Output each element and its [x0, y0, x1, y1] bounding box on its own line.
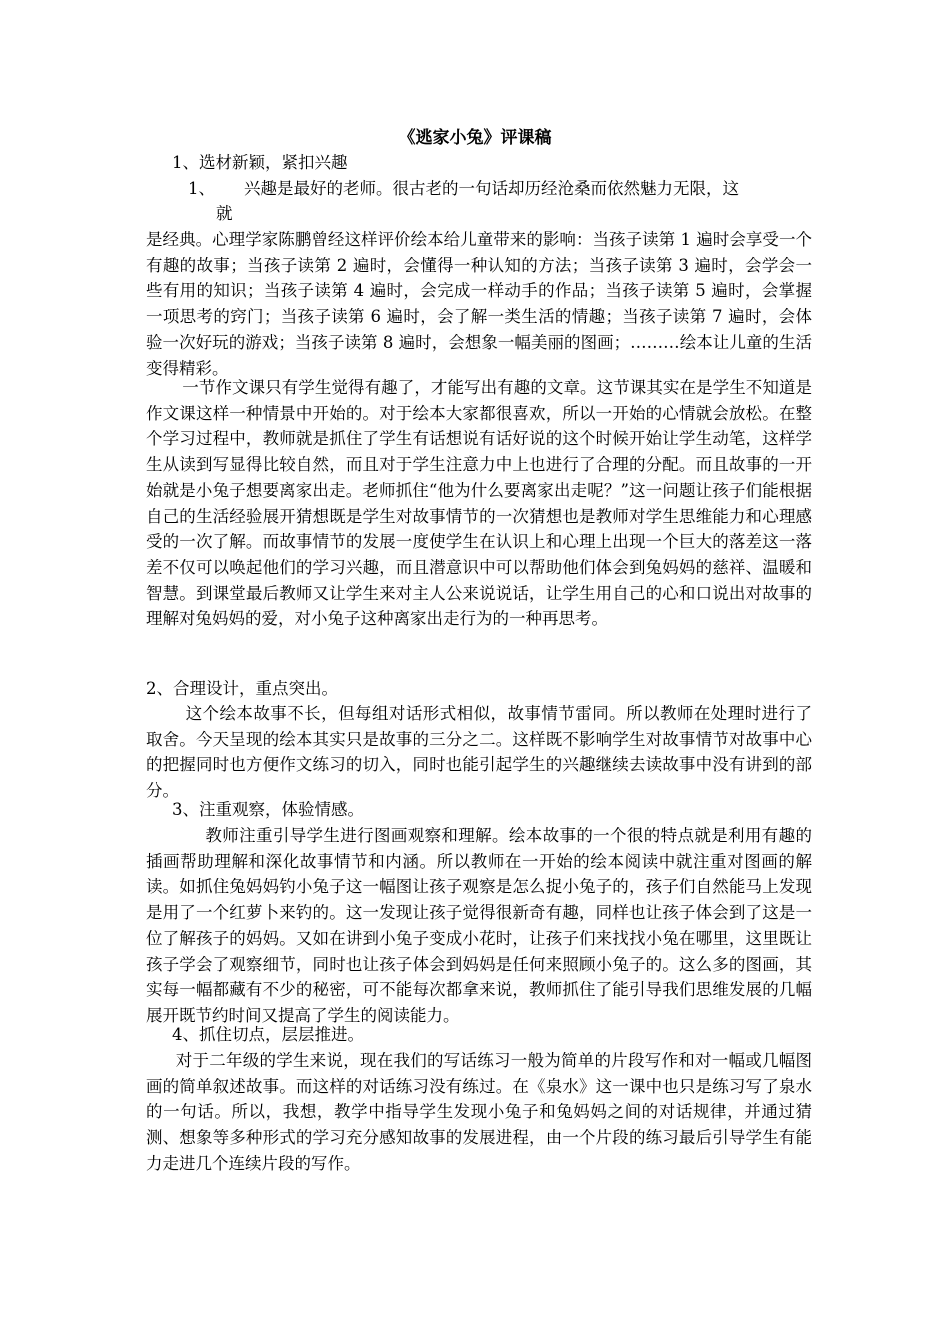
section-4-heading: 4、抓住切点，层层推进。 — [172, 1025, 364, 1044]
paragraph-1-number: 1、 — [188, 179, 215, 198]
paragraph-2: 一节作文课只有学生觉得有趣了，才能写出有趣的文章。这节课其实在是学生不知道是作文课这样一种情景中开始的。对于绘本大家都很喜欢，所以一开始的心情就会放松。在整个学习过程中，教师就是抓住了学生有话想说有话好说的这个时候开始让学生动笔，这样学生从读到写显得比较自然，而且对于学生注意力中上也进行了合理的分配。而且故事的一开始就是小兔子想要离家出走。老师抓住“他为什么要离家出走呢？”这一问题让孩子们能根据自己的生活经验展开猜想既是学生对故事情节的一次猜想也是教师对学生思维能力和心理感受的一次了解。而故事情节的发展一度使学生在认识上和心理上出现一个巨大的落差这一落差不仅可以唤起他们的学习兴趣，而且潜意识中可以帮助他们体会到兔妈妈的慈祥、温暖和智慧。到课堂最后教师又让学生来对主人公来说说话，让学生用自己的心和口说出对故事的理解对兔妈妈的爱，对小兔子这种离家出走行为的一种再思考。 — [146, 378, 812, 629]
paragraph-5: 对于二年级的学生来说，现在我们的写话练习一般为简单的片段写作和对一幅或几幅图画的简单叙述故事。而这样的对话练习没有练过。在《泉水》这一课中也只是练习写了泉水的一句话。所以，我想，教学中指导学生发现小兔子和兔妈妈之间的对话规律，并通过猜测、想象等多种形式的学习充分感知故事的发展进程，由一个片段的练习最后引导学生有能力走进几个连续片段的写作。 — [146, 1051, 812, 1173]
document-title: 《逃家小兔》评课稿 — [398, 128, 552, 148]
paragraph-1-body: 是经典。心理学家陈鹏曾经这样评价绘本给儿童带来的影响：当孩子读第 1 遍时会享受一个有趣的故事；当孩子读第 2 遍时，会懂得一种认知的方法；当孩子读第 3 遍时，会学会一些有用的知识；当孩子读第 4 遍时，会完成一样动手的作品；当孩子读第 5 遍时，会掌握一项思考的窍门；当孩子读第 6 遍时，会了解一类生活的情趣；当孩子读第 7 遍时，会体验一次好玩的游戏；当孩子读第 8 遍时，会想象一幅美丽的图画；………绘本让儿童的生活变得精彩。 — [146, 230, 812, 378]
paragraph-3: 这个绘本故事不长，但每组对话形式相似，故事情节雷同。所以教师在处理时进行了取舍。今天呈现的绘本其实只是故事的三分之二。这样既不影响学生对故事情节对故事中心的把握同时也方便作文练习的切入，同时也能引起学生的兴趣继续去读故事中没有讲到的部分。 — [146, 704, 812, 801]
paragraph-1-wrap-char: 就 — [216, 204, 233, 223]
section-2-heading: 2、合理设计，重点突出。 — [146, 679, 338, 698]
section-1-heading: 1、选材新颖，紧扣兴趣 — [172, 153, 348, 172]
paragraph-1-first-line: 兴趣是最好的老师。很古老的一句话却历经沧桑而依然魅力无限，这 — [244, 179, 739, 198]
section-3-heading: 3、注重观察，体验情感。 — [172, 800, 364, 819]
paragraph-4: 教师注重引导学生进行图画观察和理解。绘本故事的一个很的特点就是利用有趣的插画帮助理解和深化故事情节和内涵。所以教师在一开始的绘本阅读中就注重对图画的解读。如抓住兔妈妈钓小兔子这一幅图让孩子观察是怎么捉小兔子的，孩子们自然能马上发现是用了一个红萝卜来钓的。这一发现让孩子觉得很新奇有趣，同样也让孩子体会到了这是一位了解孩子的妈妈。又如在讲到小兔子变成小花时，让孩子们来找找小兔在哪里，这里既让孩子学会了观察细节，同时也让孩子体会到妈妈是任何来照顾小兔子的。这么多的图画，其实每一幅都藏有不少的秘密，可不能每次都拿来说，教师抓住了能引导我们思维发展的几幅展开既节约时间又提高了学生的阅读能力。 — [146, 826, 812, 1025]
